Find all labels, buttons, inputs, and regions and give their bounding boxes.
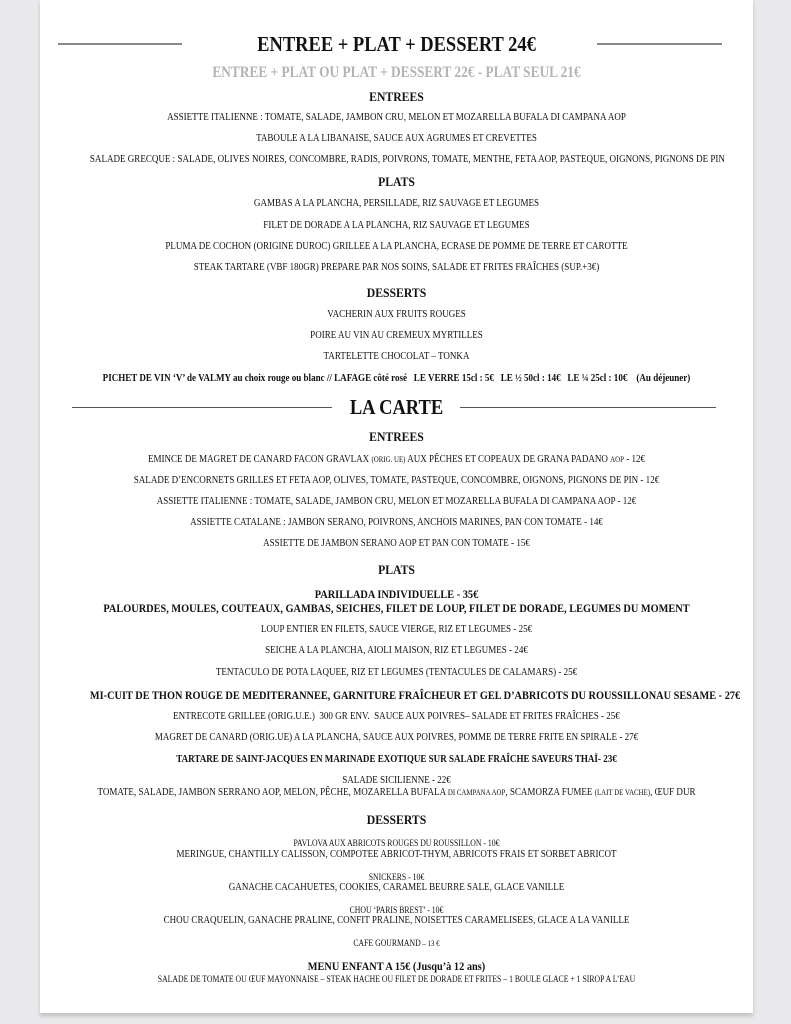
desc-text: , SCAMORZA FUMEE	[505, 787, 595, 798]
list-item: STEAK TARTARE (VBF 180GR) PREPARE PAR NOS SOINS, SALADE ET FRITES FRAÎCHES (SUP.+3€)	[193, 262, 600, 273]
formule-title: ENTREE + PLAT + DESSERT 24€	[257, 32, 536, 56]
list-item: ASSIETTE ITALIENNE : TOMATE, SALADE, JAMBON CRU, MELON ET MOZARELLA BUFALA DI CAMPANA AOP - 12€	[156, 496, 637, 507]
kids-menu-title: MENU ENFANT A 15€ (Jusqu’à 12 ans)	[307, 959, 486, 973]
list-item: LOUP ENTIER EN FILETS, SAUCE VIERGE, RIZ ET LEGUMES - 25€	[260, 624, 533, 635]
list-item: SEICHE A LA PLANCHA, AIOLI MAISON, RIZ ET LEGUMES - 24€	[265, 645, 528, 656]
dessert-name: CHOU ‘PARIS BREST’ - 10€	[349, 905, 444, 915]
dessert-description: MERINGUE, CHANTILLY CALISSON, COMPOTEE ABRICOT-THYM, ABRICOTS FRAIS ET SORBET ABRICOT	[176, 849, 617, 860]
dessert-name: PAVLOVA AUX ABRICOTS ROUGES DU ROUSSILLON - 10€	[293, 838, 500, 848]
carte-plats-heading: PLATS	[378, 562, 415, 577]
item-label: AOP	[610, 455, 624, 464]
menu-page	[40, 0, 753, 1013]
list-item: GAMBAS A LA PLANCHA, PERSILLADE, RIZ SAUVAGE ET LEGUMES	[253, 198, 540, 209]
list-item: MI-CUIT DE THON ROUGE DE MEDITERANNEE, GARNITURE FRAÎCHEUR ET GEL D’ABRICOTS DU ROUSSILLONAU SESAME - 27€	[89, 688, 741, 702]
dessert-name: SNICKERS - 10€	[368, 872, 425, 882]
list-item	[90, 453, 703, 467]
formule-entrees-heading: ENTREES	[369, 89, 424, 104]
item-text: EMINCE DE MAGRET DE CANARD FACON GRAVLAX	[147, 454, 372, 465]
item-text: AUX PÊCHES ET COPEAUX DE GRANA PADANO	[405, 454, 611, 465]
list-item: PLUMA DE COCHON (ORIGINE DUROC) GRILLEE A LA PLANCHA, ECRASE DE POMME DE TERRE ET CAROTTE	[165, 241, 628, 252]
carte-desserts-heading: DESSERTS	[366, 812, 427, 827]
list-item: ASSIETTE DE JAMBON SERANO AOP ET PAN CON TOMATE - 15€	[263, 538, 530, 549]
list-item: TARTARE DE SAINT-JACQUES EN MARINADE EXOTIQUE SUR SALADE FRAÎCHE SAVEURS THAÏ- 23€	[176, 754, 617, 765]
dessert-name	[90, 936, 703, 951]
list-item: ENTRECOTE GRILLEE (ORIG.U.E.) 300 GR ENV. SAUCE AUX POIVRES– SALADE ET FRITES FRAÎCHES - 25€	[173, 711, 620, 722]
list-item: SALADE GRECQUE : SALADE, OLIVES NOIRES, CONCOMBRE, RADIS, POIVRONS, TOMATE, MENTHE, FETA AOP, PASTEQUE, OIGNONS, PIGNONS DE PIN	[89, 154, 725, 165]
dessert-description: GANACHE CACAHUETES, COOKIES, CARAMEL BEURRE SALE, GLACE VANILLE	[228, 882, 565, 893]
formule-subtitle: ENTREE + PLAT OU PLAT + DESSERT 22€ - PLAT SEUL 21€	[212, 64, 581, 81]
parillada-title: PARILLADA INDIVIDUELLE - 35€	[314, 587, 479, 601]
carte-title: LA CARTE	[349, 395, 444, 419]
carte-entrees-heading: ENTREES	[369, 429, 424, 444]
formule-plats-heading: PLATS	[378, 174, 415, 189]
desc-text: TOMATE, SALADE, JAMBON SERRANO AOP, MELON, PÊCHE, MOZARELLA BUFALA	[97, 787, 448, 798]
desc-text: (LAIT DE VACHE)	[594, 788, 651, 797]
list-item: FILET DE DORADE A LA PLANCHA, RIZ SAUVAGE ET LEGUMES	[263, 220, 530, 231]
list-item: POIRE AU VIN AU CREMEUX MYRTILLES	[310, 330, 483, 341]
dessert-description: CHOU CRAQUELIN, GANACHE PRALINE, CONFIT PRALINE, NOISETTES CARAMELISEES, GLACE A LA VANILLE	[163, 915, 630, 926]
list-item: TABOULE A LA LIBANAISE, SAUCE AUX AGRUMES ET CREVETTES	[256, 133, 537, 144]
cafe-price: – 13 €	[420, 939, 440, 948]
desc-text: DI CAMPANA AOP	[447, 788, 506, 797]
list-item: ASSIETTE CATALANE : JAMBON SERANO, POIVRONS, ANCHOIS MARINES, PAN CON TOMATE - 14€	[190, 517, 603, 528]
list-item: MAGRET DE CANARD (ORIG.UE) A LA PLANCHA, SAUCE AUX POIVRES, POMME DE TERRE FRITE EN SPIRALE - 27€	[154, 732, 639, 743]
list-item: ASSIETTE ITALIENNE : TOMATE, SALADE, JAMBON CRU, MELON ET MOZARELLA BUFALA DI CAMPANA AOP	[167, 112, 626, 123]
item-origin: (ORIG. UE)	[371, 455, 406, 464]
item-price: - 12€	[623, 454, 646, 465]
parillada-description: PALOURDES, MOULES, COUTEAUX, GAMBAS, SEICHES, FILET DE LOUP, FILET DE DORADE, LEGUMES DU MOMENT	[103, 601, 690, 615]
formule-desserts-heading: DESSERTS	[366, 285, 427, 300]
wine-pitcher-line: PICHET DE VIN ‘V’ de VALMY au choix rouge ou blanc // LAFAGE côté rosé LE VERRE 15cl : 5€ LE ½ 50cl : 14€ LE ¼ 25cl : 10€ (Au déjeuner)	[102, 373, 691, 384]
kids-menu-description: SALADE DE TOMATE OU ŒUF MAYONNAISE – STEAK HACHE OU FILET DE DORADE ET FRITES – 1 BOULE GLACE + 1 SIROP A L’EAU	[157, 974, 636, 984]
item-description	[90, 786, 703, 800]
list-item: VACHERIN AUX FRUITS ROUGES	[327, 309, 466, 320]
list-item: TARTELETTE CHOCOLAT – TONKA	[323, 351, 470, 362]
cafe-name: CAFE GOURMAND	[353, 938, 421, 948]
list-item: SALADE SICILIENNE - 22€	[342, 775, 451, 786]
list-item: TENTACULO DE POTA LAQUEE, RIZ ET LEGUMES (TENTACULES DE CALAMARS) - 25€	[215, 667, 578, 678]
desc-text: , ŒUF DUR	[650, 787, 696, 798]
list-item: SALADE D’ENCORNETS GRILLES ET FETA AOP, OLIVES, TOMATE, PASTEQUE, CONCOMBRE, OIGNONS, PIGNONS DE PIN - 12€	[133, 475, 660, 486]
